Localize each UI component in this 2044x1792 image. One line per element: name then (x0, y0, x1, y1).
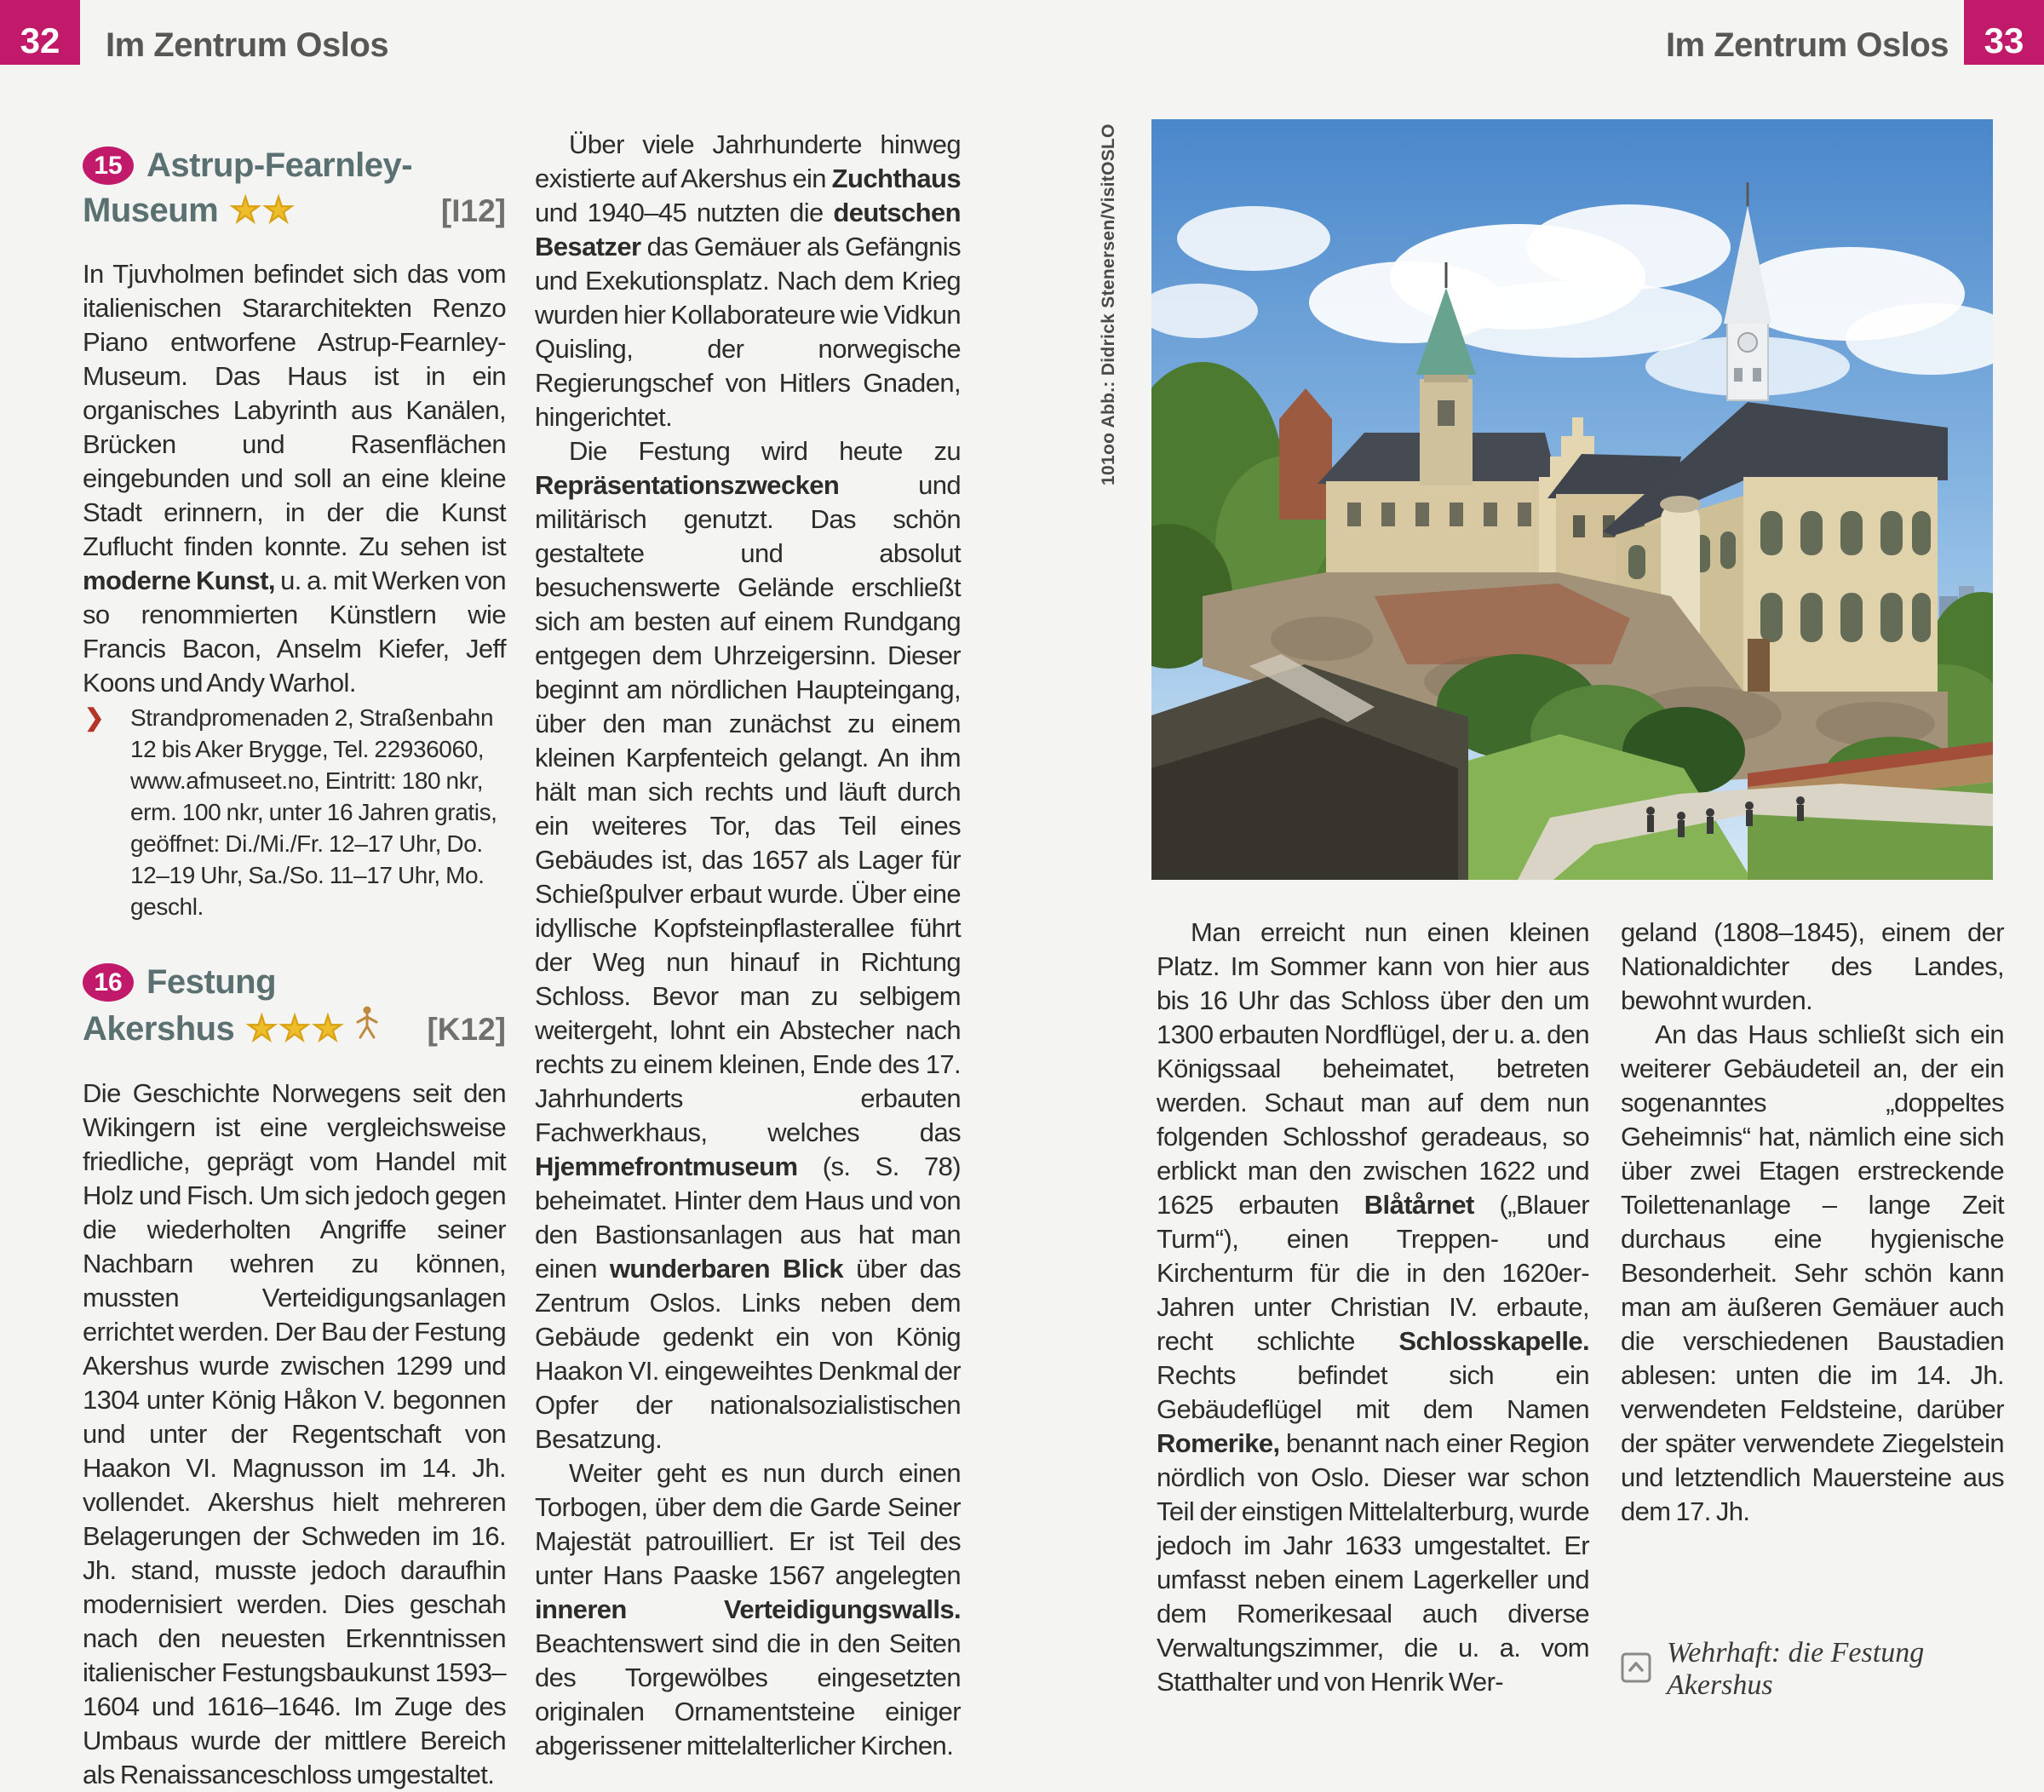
page-number: 33 (1984, 20, 2024, 60)
caption-text: Wehrhaft: die Festung Akershus (1667, 1637, 1925, 1701)
clock (1738, 333, 1757, 352)
practical-info-text: Strandpromenaden 2, Straßenbahn 12 bis Aker Brygge, Tel. 22936060, www.afmuseet.no, Eintritt: 180 nkr, erm. 100 nkr, unter 16 Jahren gratis, geöffnet: Di./Mi./Fr. 12–17 Uhr, Do. 12–19 Uhr, Sa./So. 11–17 Uhr, Mo. geschl. (130, 704, 497, 920)
caption-arrow-icon (1621, 1652, 1651, 1687)
practical-info-block (83, 702, 506, 922)
poi-badge-16: 16 (83, 963, 134, 1002)
rating-stars-icon: ★★★ (246, 1009, 346, 1048)
running-head-right: Im Zentrum Oslos (1665, 26, 1949, 64)
body-paragraph: Die Festung wird heute zu Repräsentationszwecken und militärisch genutzt. Das schön gestaltete und absolut besuchenswerte Gelände erschließt sich am besten auf einem Rundgang entgegen dem Uhrzeigersinn. Dieser beginnt am nördlichen Haupteingang, über den man zunächst zu einem kleinen Karpfenteich gelangt. An ihm hält man sich rechts und läuft durch ein weiteres Tor, das Teil eines Gebäudes ist, das 1657 als Lager für Schießpulver erbaut wurde. Über eine idyllische Kopfsteinpflasterallee führt der Weg nun hinauf in Richtung Schloss. Bevor man zu selbigem weitergeht, lohnt ein Abstecher nach rechts zu einem kleinen, Ende des 17. Jahrhunderts erbauten Fachwerkhaus, welches das Hjemmefrontmuseum (s. S. 78) beheimatet. Hinter dem Haus und von den Bastionsanlagen aus hat man einen wunderbaren Blick über das Zentrum Oslos. Links neben dem Gebäude gedenkt ein von König Haakon VI. eingeweihtes Denkmal der Opfer der nationalsozialistischen Besatzung. (535, 436, 961, 1454)
body-paragraph: An das Haus schließt sich ein weiterer Gebäudeteil an, der ein sogenanntes „doppeltes Geheimnis“ hat, nämlich eine sich über zwei Etagen erstreckende Toilettenanlage – lange Zeit durchaus eine hygienische Besonderheit. Sehr schön kann man am äußeren Gemäuer auch die verschiedenen Baustadien ablesen: unten die im 14. Jh. verwendeten Feldsteine, darüber der später verwendete Ziegelstein und letztendlich Mauersteine aus dem 17. Jh. (1621, 1019, 2004, 1526)
middle-column (535, 128, 961, 1763)
right-page-column-2 (1621, 916, 2004, 1529)
body-paragraph: Man erreicht nun einen kleinen Platz. Im Sommer kann von hier aus bis 16 Uhr das Schloss über den um 1300 erbauten Nordflügel, der u. a. den Königssaal beheimatet, betreten werden. Schaut man auf dem nun folgenden Schlosshof geradeaus, so erblickt man den zwischen 1622 und 1625 erbauten Blåtårnet („Blauer Turm“), einen Treppen- und Kirchenturm für die in den 1620er-Jahren unter Christian IV. erbaute, recht schlichte Schlosskapelle. Rechts befindet sich ein Gebäudeflügel mit dem Namen Romerike, benannt nach einer Region nördlich von Oslo. Dieser war schon Teil der einstigen Mittelalterburg, wurde jedoch im Jahr 1633 umgestaltet. Er umfasst neben einem Lagerkeller und dem Romerikesaal auch diverse Verwaltungszimmer, die u. a. vom Statthalter und von Henrik Wer- (1157, 917, 1589, 1697)
info-chevron-icon: ❯ (84, 704, 105, 731)
map-grid-reference: [I12] (440, 193, 506, 228)
running-head-left: Im Zentrum Oslos (106, 26, 389, 64)
front-facade (1743, 477, 1938, 692)
page-number-box-left (0, 0, 80, 65)
body-paragraph: Die Geschichte Norwegens seit den Wikingern ist eine vergleichsweise friedliche, geprägt vom Handel mit Holz und Fisch. Um sich jedoch gegen die wiederholten Angriffe seiner Nachbarn wehren zu können, mussten Verteidigungsanlagen errichtet werden. Der Bau der Festung Akershus wurde zwischen 1299 und 1304 unter König Håkon V. begonnen und unter der Regentschaft von Haakon VI. Magnusson im 14. Jh. vollendet. Akershus hielt mehreren Belagerungen der Schweden im 16. Jh. stand, musste jedoch daraufhin modernisiert werden. Dies geschah nach den neuesten Erkenntnissen italienischer Festungsbaukunst 1593–1604 und 1616–1646. Im Zuge des Umbaus wurde der mittlere Bereich als Renaissanceschloss umgestaltet. (83, 1078, 506, 1789)
section-title-line2: Akershus (83, 1009, 235, 1048)
photo-caption (1621, 1637, 2004, 1702)
left-column (83, 143, 506, 1792)
body-paragraph: Über viele Jahrhunderte hinweg existierte auf Akershus ein Zuchthaus und 1940–45 nutzten die deutschen Besatzer das Gemäuer als Gefängnis und Exekutionsplatz. Nach dem Krieg wurden hier Kollaborateure wie Vidkun Quisling, der norwegische Regierungschef von Hitlers Gnaden, hingerichtet. (535, 129, 961, 432)
right-page-column-1 (1157, 916, 1589, 1699)
left-wing-facade (1326, 481, 1558, 577)
photo-credit: 101oo Abb.: Didrick Stenersen/VisitOSLO (1099, 123, 1118, 485)
section-akershus-heading (83, 960, 506, 1053)
body-paragraph: geland (1808–1845), einem der Nationaldichter des Landes, bewohnt wurden. (1621, 917, 2004, 1015)
section-title-line1: Astrup-Fearnley- (146, 146, 413, 184)
poi-badge-15: 15 (83, 146, 134, 185)
family-friendly-icon (354, 1005, 380, 1053)
rating-stars-icon: ★★ (230, 192, 296, 229)
map-grid-reference: [K12] (427, 1011, 506, 1047)
akershus-photo (1151, 119, 1993, 880)
green-spire-tower (1420, 379, 1473, 485)
page-number: 32 (20, 20, 60, 60)
body-paragraph: In Tjuvholmen befindet sich das vom italienischen Stararchitekten Renzo Piano entworfene Astrup-Fearnley-Museum. Das Haus ist in ein organisches Labyrinth aus Kanälen, Brücken und Rasenflächen eingebunden und soll an eine kleine Stadt erinnern, in der die Kunst Zuflucht finden konnte. Zu sehen ist moderne Kunst, u. a. mit Werken von so renommierten Künstlern wie Francis Bacon, Anselm Kiefer, Jeff Koons und Andy Warhol. (83, 259, 506, 698)
section-title-line1: Festung (146, 963, 277, 1001)
section-title-line2: Museum (83, 192, 219, 229)
body-paragraph: Weiter geht es nun durch einen Torbogen, über dem die Garde Seiner Majestät patrouilliert. Er ist Teil des unter Hans Paaske 1567 angelegten inneren Verteidigungswalls. Beachtenswert sind die in den Seiten des Torgewölbes eingesetzten originalen Ornamentsteine einiger abgerissener mittelalterlicher Kirchen. (535, 1458, 961, 1760)
page-number-box-right (1964, 0, 2044, 65)
section-astrup-heading (83, 143, 506, 233)
